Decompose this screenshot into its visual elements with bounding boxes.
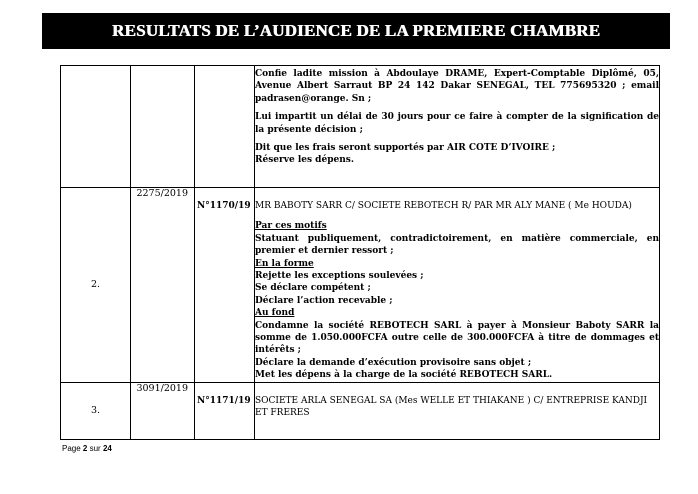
- rg-number: 2275/2019: [136, 188, 188, 199]
- section-heading: Par ces motifs: [255, 221, 327, 232]
- decision-text: Déclare l’action recevable ;: [255, 295, 393, 306]
- header-banner: [42, 13, 670, 49]
- rg-cell: [131, 66, 195, 188]
- decision-cell: [255, 382, 660, 439]
- footer-page-number: 2: [82, 444, 88, 453]
- decision-cell: [255, 188, 660, 383]
- table-row: [61, 188, 660, 383]
- case-parties: SOCIETE ARLA SENEGAL SA (Mes WELLE ET THIAKANE ) C/ ENTREPRISE KANDJI ET FRERES: [255, 395, 648, 419]
- decision-text: Met les dépens à la charge de la société REBOTECH SARL.: [255, 370, 553, 381]
- ref-number: N°1170/19: [197, 201, 251, 211]
- row-number-cell: [61, 382, 131, 439]
- decision-cell: [255, 66, 660, 188]
- page-footer: [62, 444, 112, 453]
- decision-text: Confie ladite mission à Abdoulaye DRAME, Expert-Comptable Diplômé, 05, Avenue Albert Sarraut BP 24 142 Dakar SENEGAL, TEL 775695320 ; email padrasen@orange. Sn ;: [255, 69, 659, 104]
- footer-page-total: 24: [102, 444, 112, 453]
- footer-sep: sur: [89, 444, 101, 453]
- decision-text: Condamne la société REBOTECH SARL à payer à Monsieur Baboty SARR la somme de 1.050.000FCFA outre celle de 300.000FCFA à titre de dommages et intérêts ;: [255, 320, 659, 356]
- section-heading: Au fond: [255, 308, 295, 319]
- footer-prefix: Page: [62, 444, 81, 453]
- rg-number: 3091/2019: [136, 382, 188, 394]
- ref-cell: [195, 382, 255, 439]
- row-number: 3.: [90, 405, 101, 417]
- results-table: [60, 65, 660, 440]
- table-row: [61, 382, 660, 439]
- rg-cell: [131, 382, 195, 439]
- section-heading: En la forme: [255, 258, 314, 269]
- decision-text: Se déclare compétent ;: [255, 283, 371, 294]
- decision-text: Lui impartit un délai de 30 jours pour ce faire à compter de la signification de la présente décision ;: [255, 112, 659, 135]
- page-title: RESULTATS DE L’AUDIENCE DE LA PREMIERE CHAMBRE: [111, 21, 601, 40]
- ref-number: N°1171/19: [197, 395, 251, 406]
- ref-cell: [195, 66, 255, 188]
- row-number: 2.: [90, 279, 101, 291]
- table-row: [61, 66, 660, 188]
- rg-cell: [131, 188, 195, 383]
- row-number-cell: [61, 66, 131, 188]
- ref-cell: [195, 188, 255, 383]
- decision-text: Déclare la demande d’exécution provisoire sans objet ;: [255, 357, 532, 368]
- row-number-cell: [61, 188, 131, 383]
- decision-text: Dit que les frais seront supportés par AIR COTE D’IVOIRE ;: [255, 143, 556, 154]
- decision-text: Réserve les dépens.: [255, 155, 354, 166]
- case-parties: MR BABOTY SARR C/ SOCIETE REBOTECH R/ PAR MR ALY MANE ( Me HOUDA): [255, 201, 632, 211]
- decision-text: Rejette les exceptions soulevées ;: [255, 271, 424, 282]
- decision-text: Statuant publiquement, contradictoirement, en matière commerciale, en premier et dernier ressort ;: [255, 233, 659, 257]
